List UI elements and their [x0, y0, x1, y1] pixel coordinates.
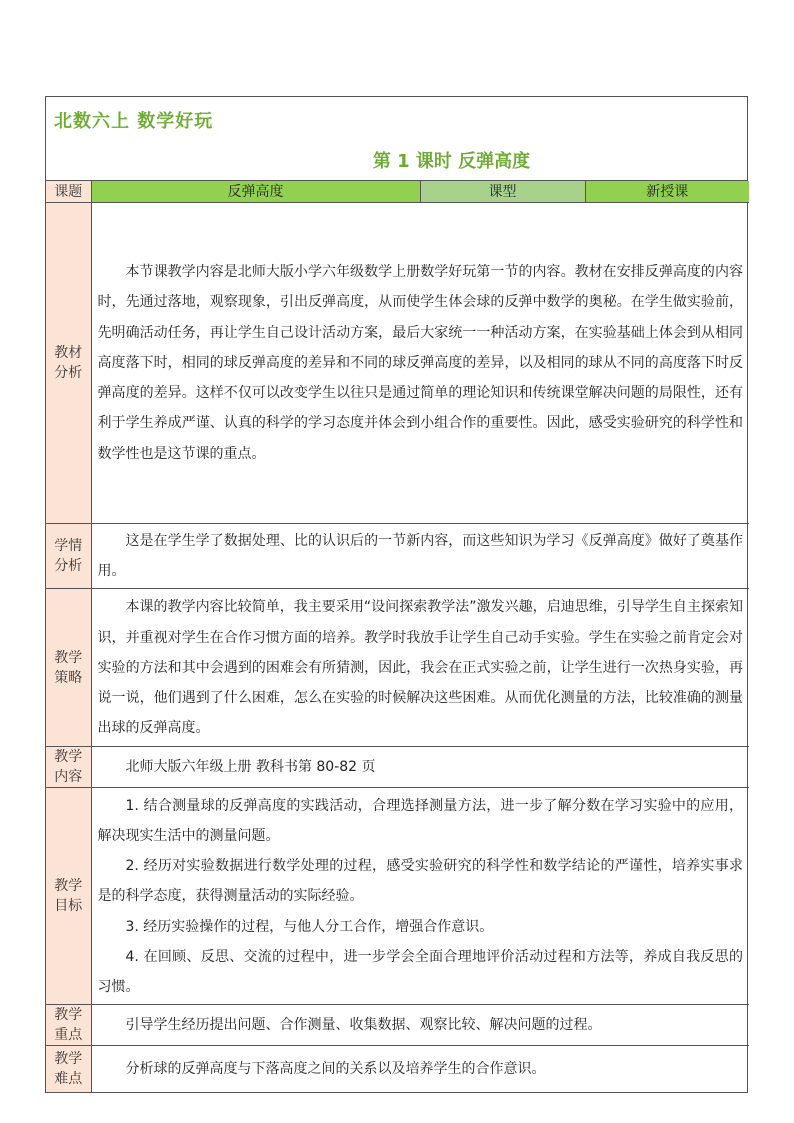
lesson-plan-document	[45, 96, 748, 1093]
section-paragraph: 这是在学生学了数据处理、比的认识后的一节新内容，而这些知识为学习《反弹高度》做好了奠基作用。	[97, 533, 743, 580]
section-row-teaching-focus	[46, 1005, 749, 1046]
section-paragraph: 北师大版六年级上册 教科书第 80-82 页	[125, 759, 376, 776]
section-label-line: 目标	[54, 898, 83, 915]
section-paragraph: 1. 结合测量球的反弹高度的实践活动，合理选择测量方法，进一步了解分数在学习实验中的应用，解决现实生活中的测量问题。	[97, 797, 743, 844]
section-row-student-analysis	[46, 524, 749, 589]
section-label-line: 教学	[54, 749, 83, 766]
topic-row	[46, 181, 749, 203]
section-label-line: 教材	[54, 345, 83, 361]
lesson-title: 第 1 课时 反弹高度	[372, 151, 531, 172]
section-paragraph: 4. 在回顾、反思、交流的过程中，进一步学会全面合理地评价活动过程和方法等，养成自我反思的习惯。	[97, 948, 743, 995]
section-label	[46, 203, 91, 524]
section-label-line: 重点	[54, 1027, 83, 1044]
section-content	[91, 203, 749, 524]
brand-title: 北数六上 数学好玩	[54, 111, 214, 132]
section-content	[91, 524, 749, 589]
section-paragraph: 本课的教学内容比较简单，我主要采用“设问探索教学法”激发兴趣，启迪思维，引导学生自主探索知识，并重视对学生在合作习惯方面的培养。教学时我放手让学生自己动手实验。学生在实验之前肯定会对实验的方法和其中会遇到的困难会有所猜测，因此，我会在正式实验之前，让学生进行一次热身实验，再说一说，他们遇到了什么困难，怎么在实验的时候解决这些困难。从而优化测量的方法，比较准确的测量出球的反弹高度。	[97, 599, 743, 737]
section-paragraph: 本节课教学内容是北师大版小学六年级数学上册数学好玩第一节的内容。教材在安排反弹高度的内容时，先通过落地，观察现象，引出反弹高度，从而使学生体会球的反弹中数学的奥秘。在学生做实验前，先明确活动任务，再让学生自己设计活动方案，最后大家统一一种活动方案，在实验基础上体会到从相同高度落下时，相同的球反弹高度的差异和不同的球反弹高度的差异，以及相同的球从不同的高度落下时反弹高度的差异。这样不仅可以改变学生以往只是通过简单的理论知识和传统课堂解决问题的局限性，还有利于学生养成严谨、认真的科学的学习态度并体会到小组合作的重要性。因此，感受实验研究的科学性和数学性也是这节课的重点。	[97, 264, 743, 462]
section-label-line: 教学	[54, 649, 83, 666]
section-content	[91, 1005, 749, 1046]
section-label-line: 分析	[54, 365, 83, 381]
section-content	[91, 747, 749, 788]
topic-value: 反弹高度	[91, 181, 420, 203]
section-content	[91, 1046, 749, 1093]
section-row-textbook-analysis	[46, 203, 749, 524]
section-label	[46, 524, 91, 589]
section-label-line: 学情	[54, 538, 83, 555]
section-label-line: 教学	[54, 878, 83, 895]
section-label-line: 难点	[54, 1071, 83, 1088]
section-label	[46, 1005, 91, 1046]
section-paragraph: 3. 经历实验操作的过程，与他人分工合作，增强合作意识。	[125, 918, 494, 935]
section-label	[46, 589, 91, 747]
section-label	[46, 1046, 91, 1093]
section-paragraph: 引导学生经历提出问题、合作测量、收集数据、观察比较、解决问题的过程。	[125, 1017, 602, 1034]
lesson-table	[46, 181, 749, 1092]
section-label-line: 分析	[54, 558, 83, 575]
topic-label: 课题	[46, 181, 91, 203]
section-label-line: 教学	[54, 1007, 83, 1024]
section-row-teaching-content	[46, 747, 749, 788]
section-row-teaching-objectives	[46, 788, 749, 1005]
section-label-line: 内容	[54, 769, 83, 786]
type-label: 课型	[420, 181, 585, 203]
section-row-teaching-strategy	[46, 589, 749, 747]
section-content	[91, 788, 749, 1005]
section-label	[46, 788, 91, 1005]
type-value: 新授课	[585, 181, 749, 203]
section-row-teaching-difficulty	[46, 1046, 749, 1093]
section-label-line: 教学	[54, 1051, 83, 1068]
section-paragraph: 分析球的反弹高度与下落高度之间的关系以及培养学生的合作意识。	[125, 1061, 546, 1078]
document-header	[46, 97, 747, 181]
section-label-line: 策略	[54, 669, 83, 686]
section-paragraph: 2. 经历对实验数据进行数学处理的过程，感受实验研究的科学性和数学结论的严谨性，培养实事求是的科学态度，获得测量活动的实际经验。	[97, 858, 743, 905]
section-label	[46, 747, 91, 788]
section-content	[91, 589, 749, 747]
